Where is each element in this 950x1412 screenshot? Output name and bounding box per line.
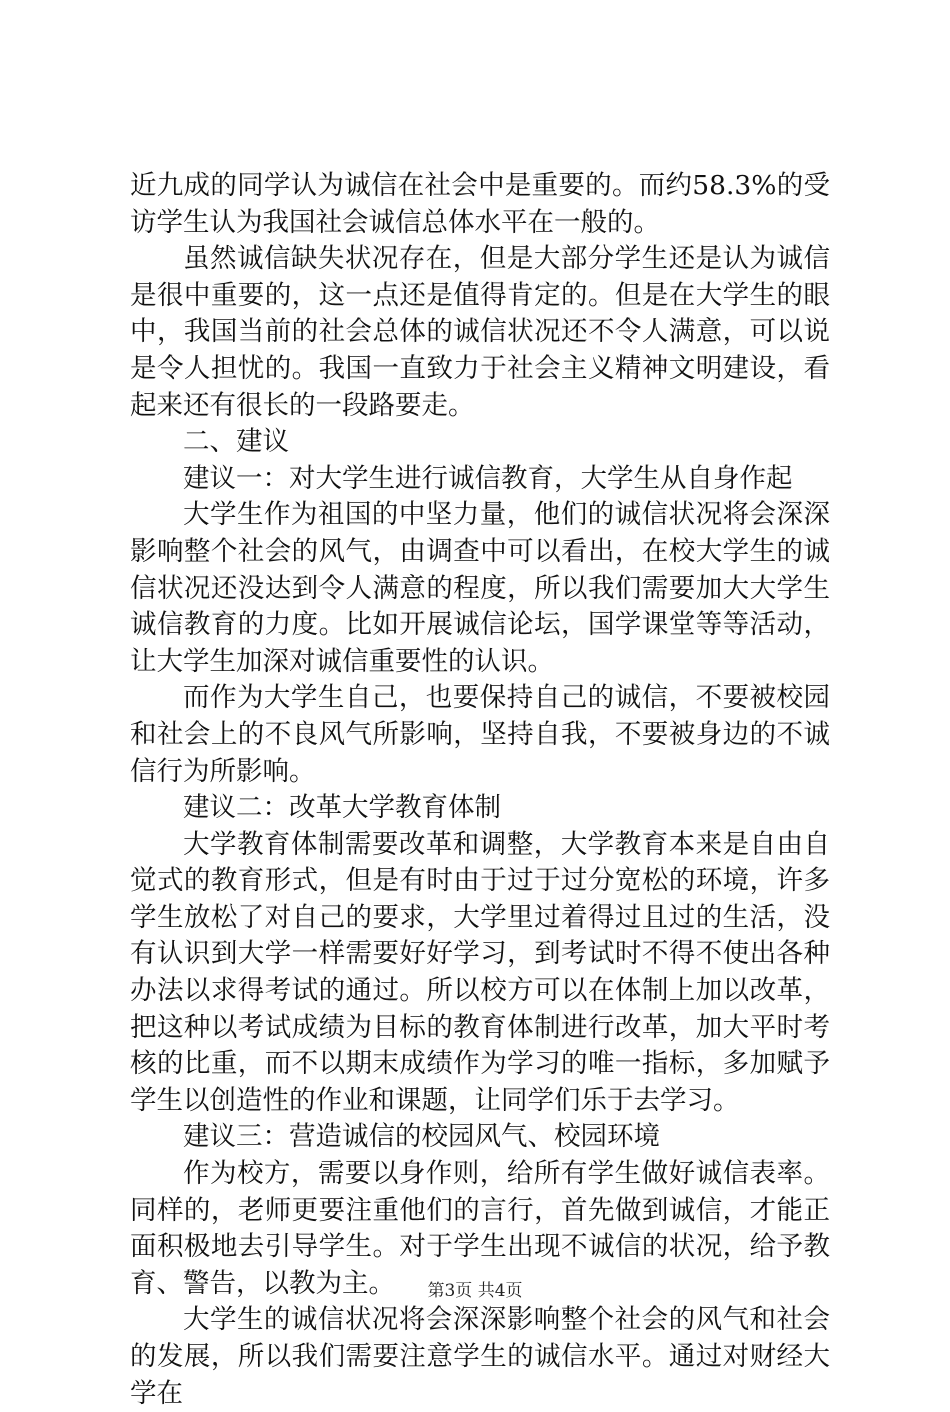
paragraph-survey-result: 近九成的同学认为诚信在社会中是重要的。而约58.3%的受访学生认为我国社会诚信总体水平在一般的。 — [130, 170, 830, 238]
suggestion-1-heading: 建议一：对大学生进行诚信教育，大学生从自身作起 — [183, 462, 793, 494]
section-heading-suggestions: 二、建议 — [183, 426, 289, 458]
suggestion-2-heading: 建议二：改革大学教育体制 — [183, 792, 501, 824]
suggestion-1-paragraph-1: 大学生作为祖国的中坚力量，他们的诚信状况将会深深影响整个社会的风气，由调查中可以看出，在校大学生的诚信状况还没达到令人满意的程度，所以我们需要加大大学生诚信教育的力度。比如开展诚信论坛，国学课堂等等活动，让大学生加深对诚信重要性的认识。 — [130, 499, 830, 677]
conclusion-paragraph: 大学生的诚信状况将会深深影响整个社会的风气和社会的发展，所以我们需要注意学生的诚信水平。通过对财经大学在 — [130, 1304, 830, 1409]
document-body — [130, 168, 830, 1412]
suggestion-2-paragraph: 大学教育体制需要改革和调整，大学教育本来是自由自觉式的教育形式，但是有时由于过于过分宽松的环境，许多学生放松了对自己的要求，大学里过着得过且过的生活，没有认识到大学一样需要好好学习，到考试时不得不使出各种办法以求得考试的通过。所以校方可以在体制上加以改革，把这种以考试成绩为目标的教育体制进行改革，加大平时考核的比重，而不以期末成绩作为学习的唯一指标，多加赋予学生以创造性的作业和课题，让同学们乐于去学习。 — [130, 828, 830, 1116]
paragraph-analysis: 虽然诚信缺失状况存在，但是大部分学生还是认为诚信是很中重要的，这一点还是值得肯定的。但是在大学生的眼中，我国当前的社会总体的诚信状况还不令人满意，可以说是令人担忧的。我国一直致力于社会主义精神文明建设，看起来还有很长的一段路要走。 — [130, 243, 830, 421]
page-number-label: 第3页 共4页 — [427, 1281, 523, 1301]
suggestion-1-paragraph-2: 而作为大学生自己，也要保持自己的诚信，不要被校园和社会上的不良风气所影响，坚持自我，不要被身边的不诚信行为所影响。 — [130, 682, 830, 787]
suggestion-3-paragraph: 作为校方，需要以身作则，给所有学生做好诚信表率。同样的，老师更要注重他们的言行，首先做到诚信，才能正面积极地去引导学生。对于学生出现不诚信的状况，给予教育、警告，以教为主。 — [130, 1158, 830, 1299]
suggestion-3-heading: 建议三：营造诚信的校园风气、校园环境 — [183, 1121, 660, 1153]
page-footer — [0, 1276, 950, 1301]
